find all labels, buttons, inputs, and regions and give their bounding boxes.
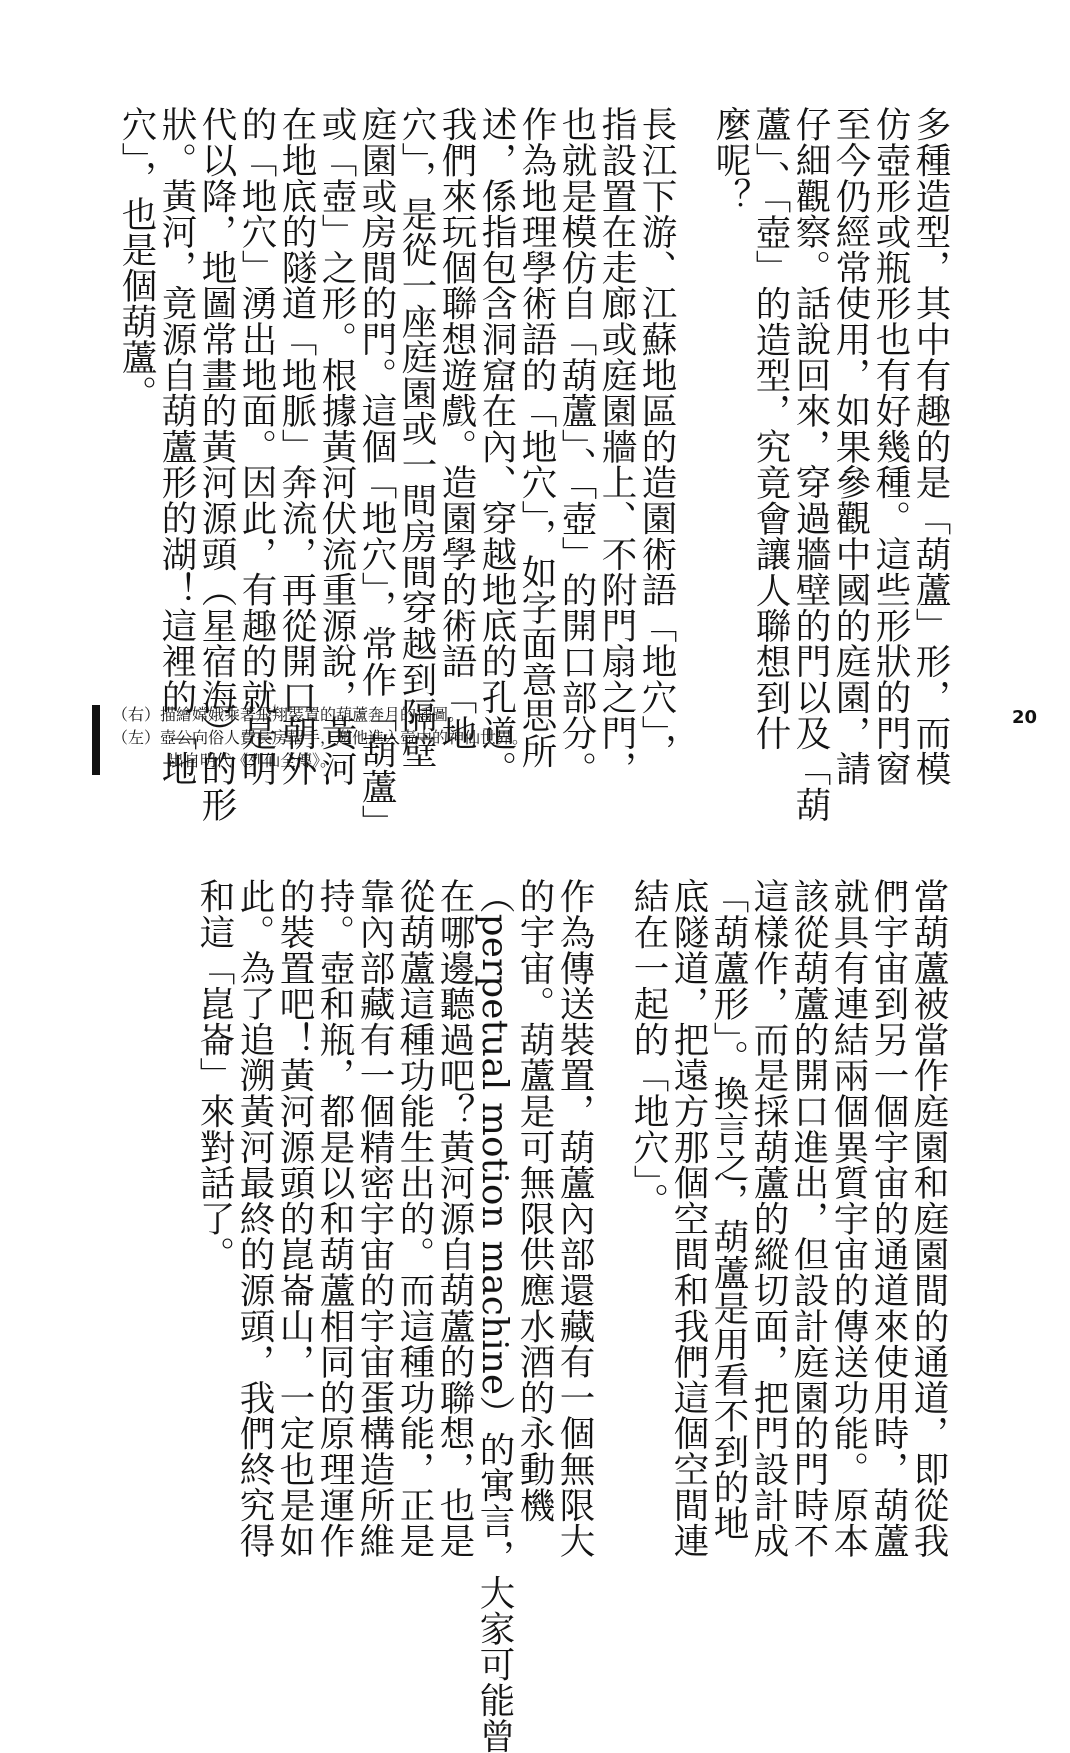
text-column-line: 述，係指包含洞窟在內、穿越地底的孔道。 [476, 106, 517, 787]
text-column-line: 的裝置吧！黃河源頭的崑崙山，一定也是如 [274, 878, 315, 1559]
text-column-line: 穴」，也是個葫蘆。 [116, 106, 157, 411]
text-column-line: 仔細觀察。話說回來，穿過牆壁的門以及「葫 [790, 106, 831, 822]
text-column-line: 的「地穴」湧出地面。因此，有趣的就是明 [236, 106, 277, 787]
text-column-line: 在地底的隧道「地脈」奔流，再從開口朝外 [276, 106, 317, 787]
text-column-line: （perpetual motion machine）的寓言，大家可能曾 [474, 878, 515, 1753]
text-column-line: 麼呢？ [710, 106, 751, 214]
text-column-line: 仿壺形或瓶形也有好幾種。這些形狀的門窗 [870, 106, 911, 787]
text-column-line: 就具有連結兩個異質宇宙的傳送功能。原本 [828, 878, 869, 1559]
text-column-line: 們宇宙到另一個宇宙的通道來使用時，葫蘆 [868, 878, 909, 1559]
text-column-line: 靠內部藏有一個精密宇宙的宇宙蛋構造所維 [354, 878, 395, 1559]
text-column-line: 當葫蘆被當作庭園和庭園間的通道，即從我 [908, 878, 949, 1559]
page-number: 20 [1012, 707, 1038, 728]
text-column-line: 或「壺」之形。根據黃河伏流重源說，黃河 [316, 106, 357, 787]
text-column-line: 蘆」、「壺」的造型，究竟會讓人聯想到什 [750, 106, 791, 751]
text-column-line: 至今仍經常使用，如果參觀中國的庭園，請 [830, 106, 871, 787]
text-column-line: 我們來玩個聯想遊戲。造園學的術語「地 [436, 106, 477, 751]
text-column-line: 的宇宙。葫蘆是可無限供應水酒的永動機 [514, 878, 555, 1523]
figure-caption [112, 703, 528, 772]
text-column-line: 穴」，是從一座庭園或一間房間穿越到隔壁 [396, 106, 437, 769]
text-column-line: 作為傳送裝置，葫蘆內部還藏有一個無限大 [554, 878, 595, 1559]
text-column-line: 狀。黃河，竟源自葫蘆形的湖！這裡的「地 [156, 106, 197, 787]
text-column-line: 這樣作，而是採葫蘆的縱切面，把門設計成 [748, 878, 789, 1559]
bottom-text-column-block [194, 878, 949, 1753]
text-column-line: 多種造型，其中有趣的是「葫蘆」形，而模 [910, 106, 951, 787]
text-column-line: 結在一起的「地穴」。 [628, 878, 669, 1219]
text-column-line: 底隧道，把遠方那個空間和我們這個空間連 [668, 878, 709, 1559]
text-column-line: 庭園或房間的門。這個「地穴」，常作「葫蘆」 [356, 106, 397, 841]
caption-line-left: （左）壺公向俗人費長房招手，邀他進入壺中的神仙世界。 [112, 728, 529, 747]
text-column-line: 代以降，地圖常畫的黃河源頭（星宿海）的形 [196, 106, 237, 822]
caption-line-right: （右）描繪嫦娥乘著飛翔裝置的葫蘆奔月的插圖。 [112, 705, 465, 724]
paragraph-gap [676, 106, 710, 646]
text-column-line: 作為地理學術語的「地穴」，如字面意思所 [516, 106, 557, 769]
text-column-line: 此。為了追溯黃河最終的源頭，我們終究得 [234, 878, 275, 1559]
text-column-line: 和這「崑崙」來對話了。 [194, 878, 235, 1272]
text-column-line: 指設置在走廊或庭園牆上、不附門扇之門， [596, 106, 637, 787]
text-column-line: 該從葫蘆的開口進出，但設計庭園的門時不 [788, 878, 829, 1559]
paragraph-gap [594, 878, 628, 1423]
text-column-line: 「葫蘆形」。換言之，葫蘆是用看不到的地 [708, 878, 749, 1541]
text-column-line: 也就是模仿自「葫蘆」、「壺」的開口部分。 [556, 106, 597, 787]
text-column-line: 長江下游、江蘇地區的造園術語「地穴」， [636, 106, 677, 769]
caption-marker-bar [92, 705, 100, 775]
text-column-line: 從葫蘆這種功能生出的。而這種功能，正是 [394, 878, 435, 1559]
text-column-line: 在哪邊聽過吧？黃河源自葫蘆的聯想，也是 [434, 878, 475, 1559]
caption-line-source: 出自明代《列仙全傳》。 [168, 751, 337, 770]
text-column-line: 持。壺和瓶，都是以和葫蘆相同的原理運作 [314, 878, 355, 1559]
